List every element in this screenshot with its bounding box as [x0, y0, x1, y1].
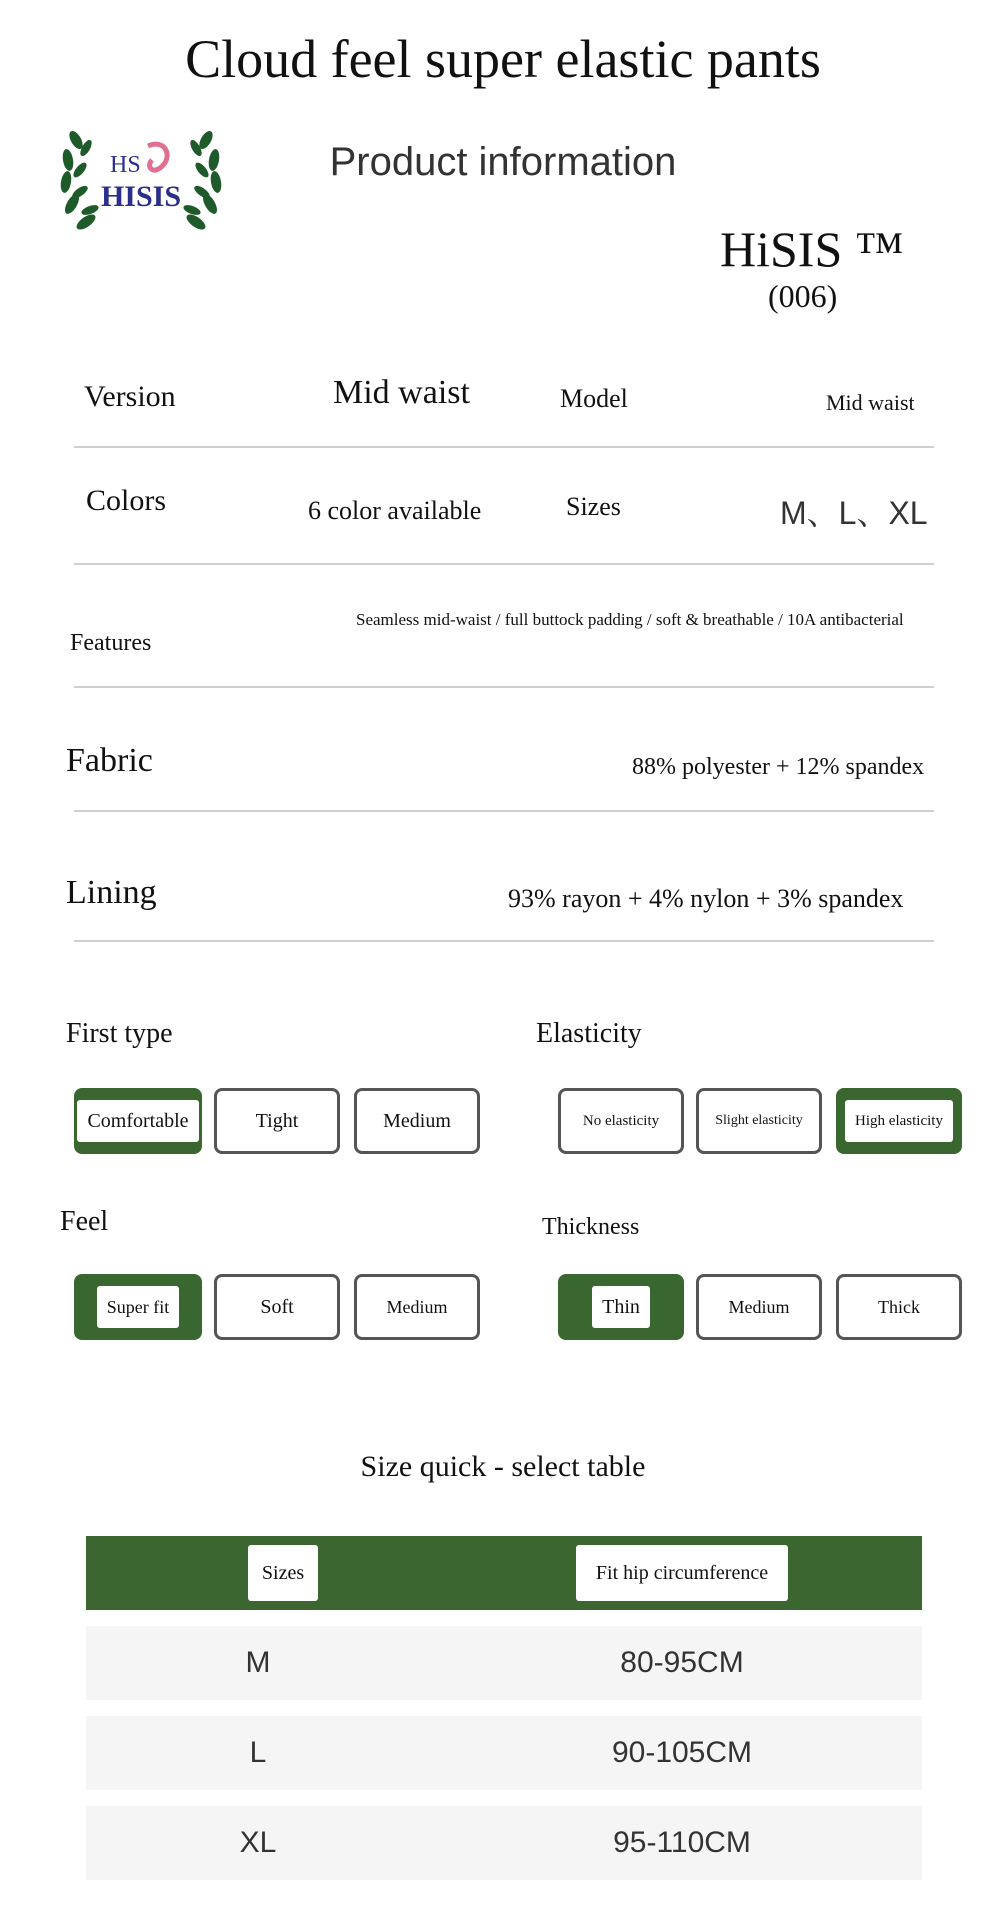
first-type-option-comfortable[interactable]: [74, 1088, 202, 1154]
first-type-option-medium[interactable]: [354, 1088, 480, 1154]
option-label: Comfortable: [77, 1100, 198, 1142]
sizes-value: M、L、XL: [780, 495, 928, 531]
thickness-option-thin[interactable]: [558, 1274, 684, 1340]
table-row: [86, 1806, 922, 1880]
elasticity-title: Elasticity: [536, 1018, 642, 1049]
laurel-left-icon: [59, 129, 100, 233]
option-label: No elasticity: [582, 1113, 660, 1129]
hip-cell: 95-110CM: [613, 1826, 751, 1859]
page-title: Cloud feel super elastic pants: [185, 29, 821, 89]
feel-option-super-fit[interactable]: [74, 1274, 202, 1340]
option-label: Thick: [878, 1297, 920, 1317]
model-value: Mid waist: [826, 390, 915, 415]
product-info-heading: Product information: [329, 140, 677, 184]
option-label: Medium: [386, 1297, 448, 1317]
size-table-title: Size quick - select table: [360, 1450, 646, 1483]
option-label: Medium: [728, 1297, 790, 1317]
divider: [74, 686, 934, 688]
first-type-option-tight[interactable]: [214, 1088, 340, 1154]
logo-mark: HS: [110, 152, 141, 178]
divider: [74, 563, 934, 565]
size-cell: L: [249, 1736, 267, 1769]
hip-cell: 90-105CM: [611, 1736, 753, 1769]
option-label: Slight elasticity: [715, 1113, 803, 1128]
thickness-option-medium[interactable]: [696, 1274, 822, 1340]
thickness-title: Thickness: [542, 1214, 640, 1240]
divider: [74, 940, 934, 942]
lining-label: Lining: [66, 874, 157, 911]
brand-logo: [56, 118, 226, 248]
elasticity-option-slight[interactable]: [696, 1088, 822, 1154]
divider: [74, 446, 934, 448]
header-sizes: Sizes: [248, 1545, 318, 1601]
option-label: Medium: [383, 1110, 451, 1132]
colors-label: Colors: [86, 484, 167, 517]
feel-title: Feel: [60, 1206, 109, 1237]
hip-cell: 80-95CM: [620, 1646, 744, 1679]
laurel-right-icon: [182, 129, 223, 233]
sizes-label: Sizes: [566, 492, 621, 521]
features-label: Features: [70, 630, 152, 656]
option-label: Soft: [260, 1296, 294, 1318]
elasticity-option-high[interactable]: [836, 1088, 962, 1154]
elasticity-option-none[interactable]: [558, 1088, 684, 1154]
fabric-value: 88% polyester + 12% spandex: [632, 754, 925, 780]
size-cell: XL: [239, 1826, 277, 1859]
divider: [74, 810, 934, 812]
header-hip: Fit hip circumference: [576, 1545, 788, 1601]
fabric-label: Fabric: [66, 742, 153, 779]
feel-option-soft[interactable]: [214, 1274, 340, 1340]
first-type-title: First type: [66, 1018, 173, 1049]
size-table-header: [86, 1536, 922, 1610]
brand-name: HiSIS ™: [720, 221, 904, 277]
colors-value: 6 color available: [308, 496, 482, 525]
table-row: [86, 1626, 922, 1700]
option-label: Thin: [592, 1286, 650, 1328]
option-label: High elasticity: [845, 1100, 953, 1142]
version-value: Mid waist: [333, 374, 470, 411]
table-row: [86, 1716, 922, 1790]
lining-value: 93% rayon + 4% nylon + 3% spandex: [508, 884, 904, 913]
feel-option-medium[interactable]: [354, 1274, 480, 1340]
model-label: Model: [560, 384, 628, 413]
swirl-icon: [148, 144, 167, 170]
size-cell: M: [245, 1646, 271, 1679]
logo-letters: HISIS: [100, 180, 182, 213]
option-label: Super fit: [97, 1286, 180, 1328]
features-value: Seamless mid-waist / full buttock padding / soft & breathable / 10A antibacterial: [356, 610, 904, 629]
option-label: Tight: [255, 1110, 299, 1132]
brand-code: (006): [768, 278, 838, 314]
version-label: Version: [84, 380, 176, 413]
thickness-option-thick[interactable]: [836, 1274, 962, 1340]
